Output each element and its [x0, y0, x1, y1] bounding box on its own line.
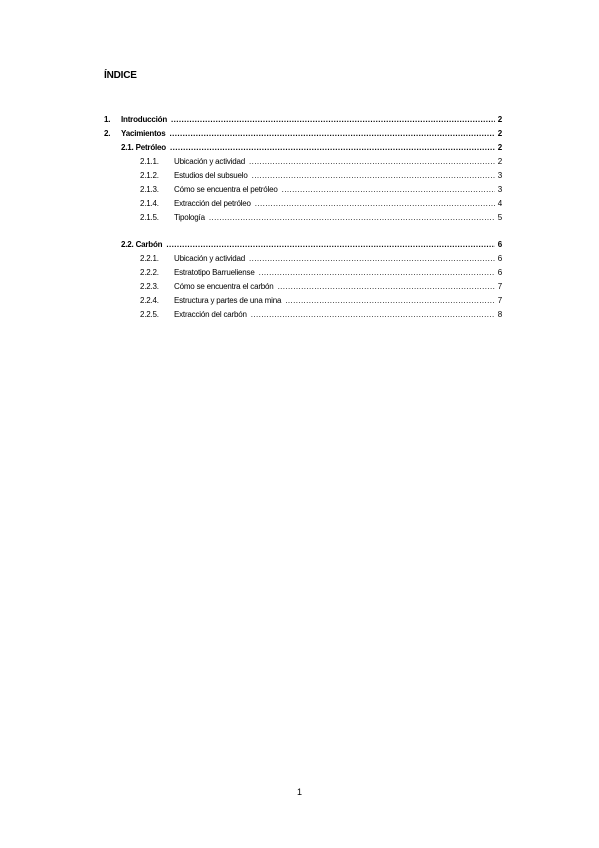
toc-entry-label: Extracción del petróleo: [174, 199, 251, 208]
toc-entry-page: 6: [497, 268, 502, 277]
toc-entry-label: 2.2. Carbón: [121, 240, 163, 249]
toc-leader-dots: [259, 268, 495, 277]
toc-entry-label: Estructura y partes de una mina: [174, 296, 282, 305]
toc-entry-label: Cómo se encuentra el petróleo: [174, 185, 278, 194]
toc-entry-page: 8: [497, 310, 502, 319]
toc-entry-number: 2.2.5.: [140, 310, 159, 319]
toc-leader-dots: [255, 199, 495, 208]
toc-leader-dots: [249, 157, 495, 166]
toc-entry-number: 2.2.3.: [140, 282, 159, 291]
toc-leader-dots: [170, 143, 495, 152]
toc-entry-label: Ubicación y actividad: [174, 254, 245, 263]
toc-entry-label: Estudios del subsuelo: [174, 171, 248, 180]
toc-entry-2-2-5[interactable]: [140, 310, 502, 319]
toc-entry-page: 2: [497, 129, 502, 138]
toc-entry-introduccion[interactable]: [104, 115, 502, 124]
toc-entry-page: 2: [497, 115, 502, 124]
toc-entry-page: 2: [497, 143, 502, 152]
toc-entry-2-1-4[interactable]: [140, 199, 502, 208]
page-title: ÍNDICE: [104, 70, 137, 81]
toc-entry-page: 3: [497, 185, 502, 194]
toc-entry-2-1-5[interactable]: [140, 213, 502, 222]
toc-entry-page: 6: [497, 254, 502, 263]
toc-entry-label: Introducción: [121, 115, 168, 124]
toc-entry-2-2-3[interactable]: [140, 282, 502, 291]
toc-entry-label: Ubicación y actividad: [174, 157, 245, 166]
toc-leader-dots: [282, 185, 495, 194]
toc-entry-yacimientos[interactable]: [104, 129, 502, 138]
toc-entry-page: 5: [497, 213, 502, 222]
toc-entry-2-1-3[interactable]: [140, 185, 502, 194]
toc-entry-number: 2.1.3.: [140, 185, 159, 194]
toc-entry-petroleo[interactable]: [121, 143, 502, 152]
toc-entry-number: 2.1.5.: [140, 213, 159, 222]
toc-entry-page: 7: [497, 282, 502, 291]
toc-entry-number: 2.2.1.: [140, 254, 159, 263]
toc-entry-page: 3: [497, 171, 502, 180]
toc-entry-2-2-2[interactable]: [140, 268, 502, 277]
toc-entry-label: Tipología: [174, 213, 205, 222]
toc-leader-dots: [166, 240, 494, 249]
toc-entry-2-2-1[interactable]: [140, 254, 502, 263]
toc-entry-label: Cómo se encuentra el carbón: [174, 282, 274, 291]
toc-leader-dots: [209, 213, 495, 222]
toc-leader-dots: [251, 310, 495, 319]
toc-entry-number: 2.: [104, 129, 111, 138]
toc-entry-page: 4: [497, 199, 502, 208]
toc-entry-carbon[interactable]: [121, 240, 502, 249]
toc-entry-2-1-1[interactable]: [140, 157, 502, 166]
toc-entry-label: Estratotipo Barrueliense: [174, 268, 255, 277]
toc-entry-number: 2.2.4.: [140, 296, 159, 305]
toc-entry-number: 2.1.4.: [140, 199, 159, 208]
toc-entry-number: 2.2.2.: [140, 268, 159, 277]
toc-leader-dots: [170, 129, 495, 138]
toc-entry-number: 2.1.1.: [140, 157, 159, 166]
toc-leader-dots: [278, 282, 495, 291]
toc-entry-page: 2: [497, 157, 502, 166]
toc-leader-dots: [249, 254, 495, 263]
toc-entry-page: 7: [497, 296, 502, 305]
page-number-footer: 1: [296, 787, 302, 797]
toc-entry-page: 6: [497, 240, 502, 249]
toc-entry-label: Yacimientos: [121, 129, 166, 138]
toc-entry-number: 2.1.2.: [140, 171, 159, 180]
toc-entry-2-1-2[interactable]: [140, 171, 502, 180]
toc-leader-dots: [285, 296, 495, 305]
toc-entry-2-2-4[interactable]: [140, 296, 502, 305]
toc-entry-number: 1.: [104, 115, 111, 124]
toc-entry-label: Extracción del carbón: [174, 310, 247, 319]
toc-leader-dots: [171, 115, 495, 124]
toc-entry-label: 2.1. Petróleo: [121, 143, 166, 152]
toc-leader-dots: [252, 171, 495, 180]
